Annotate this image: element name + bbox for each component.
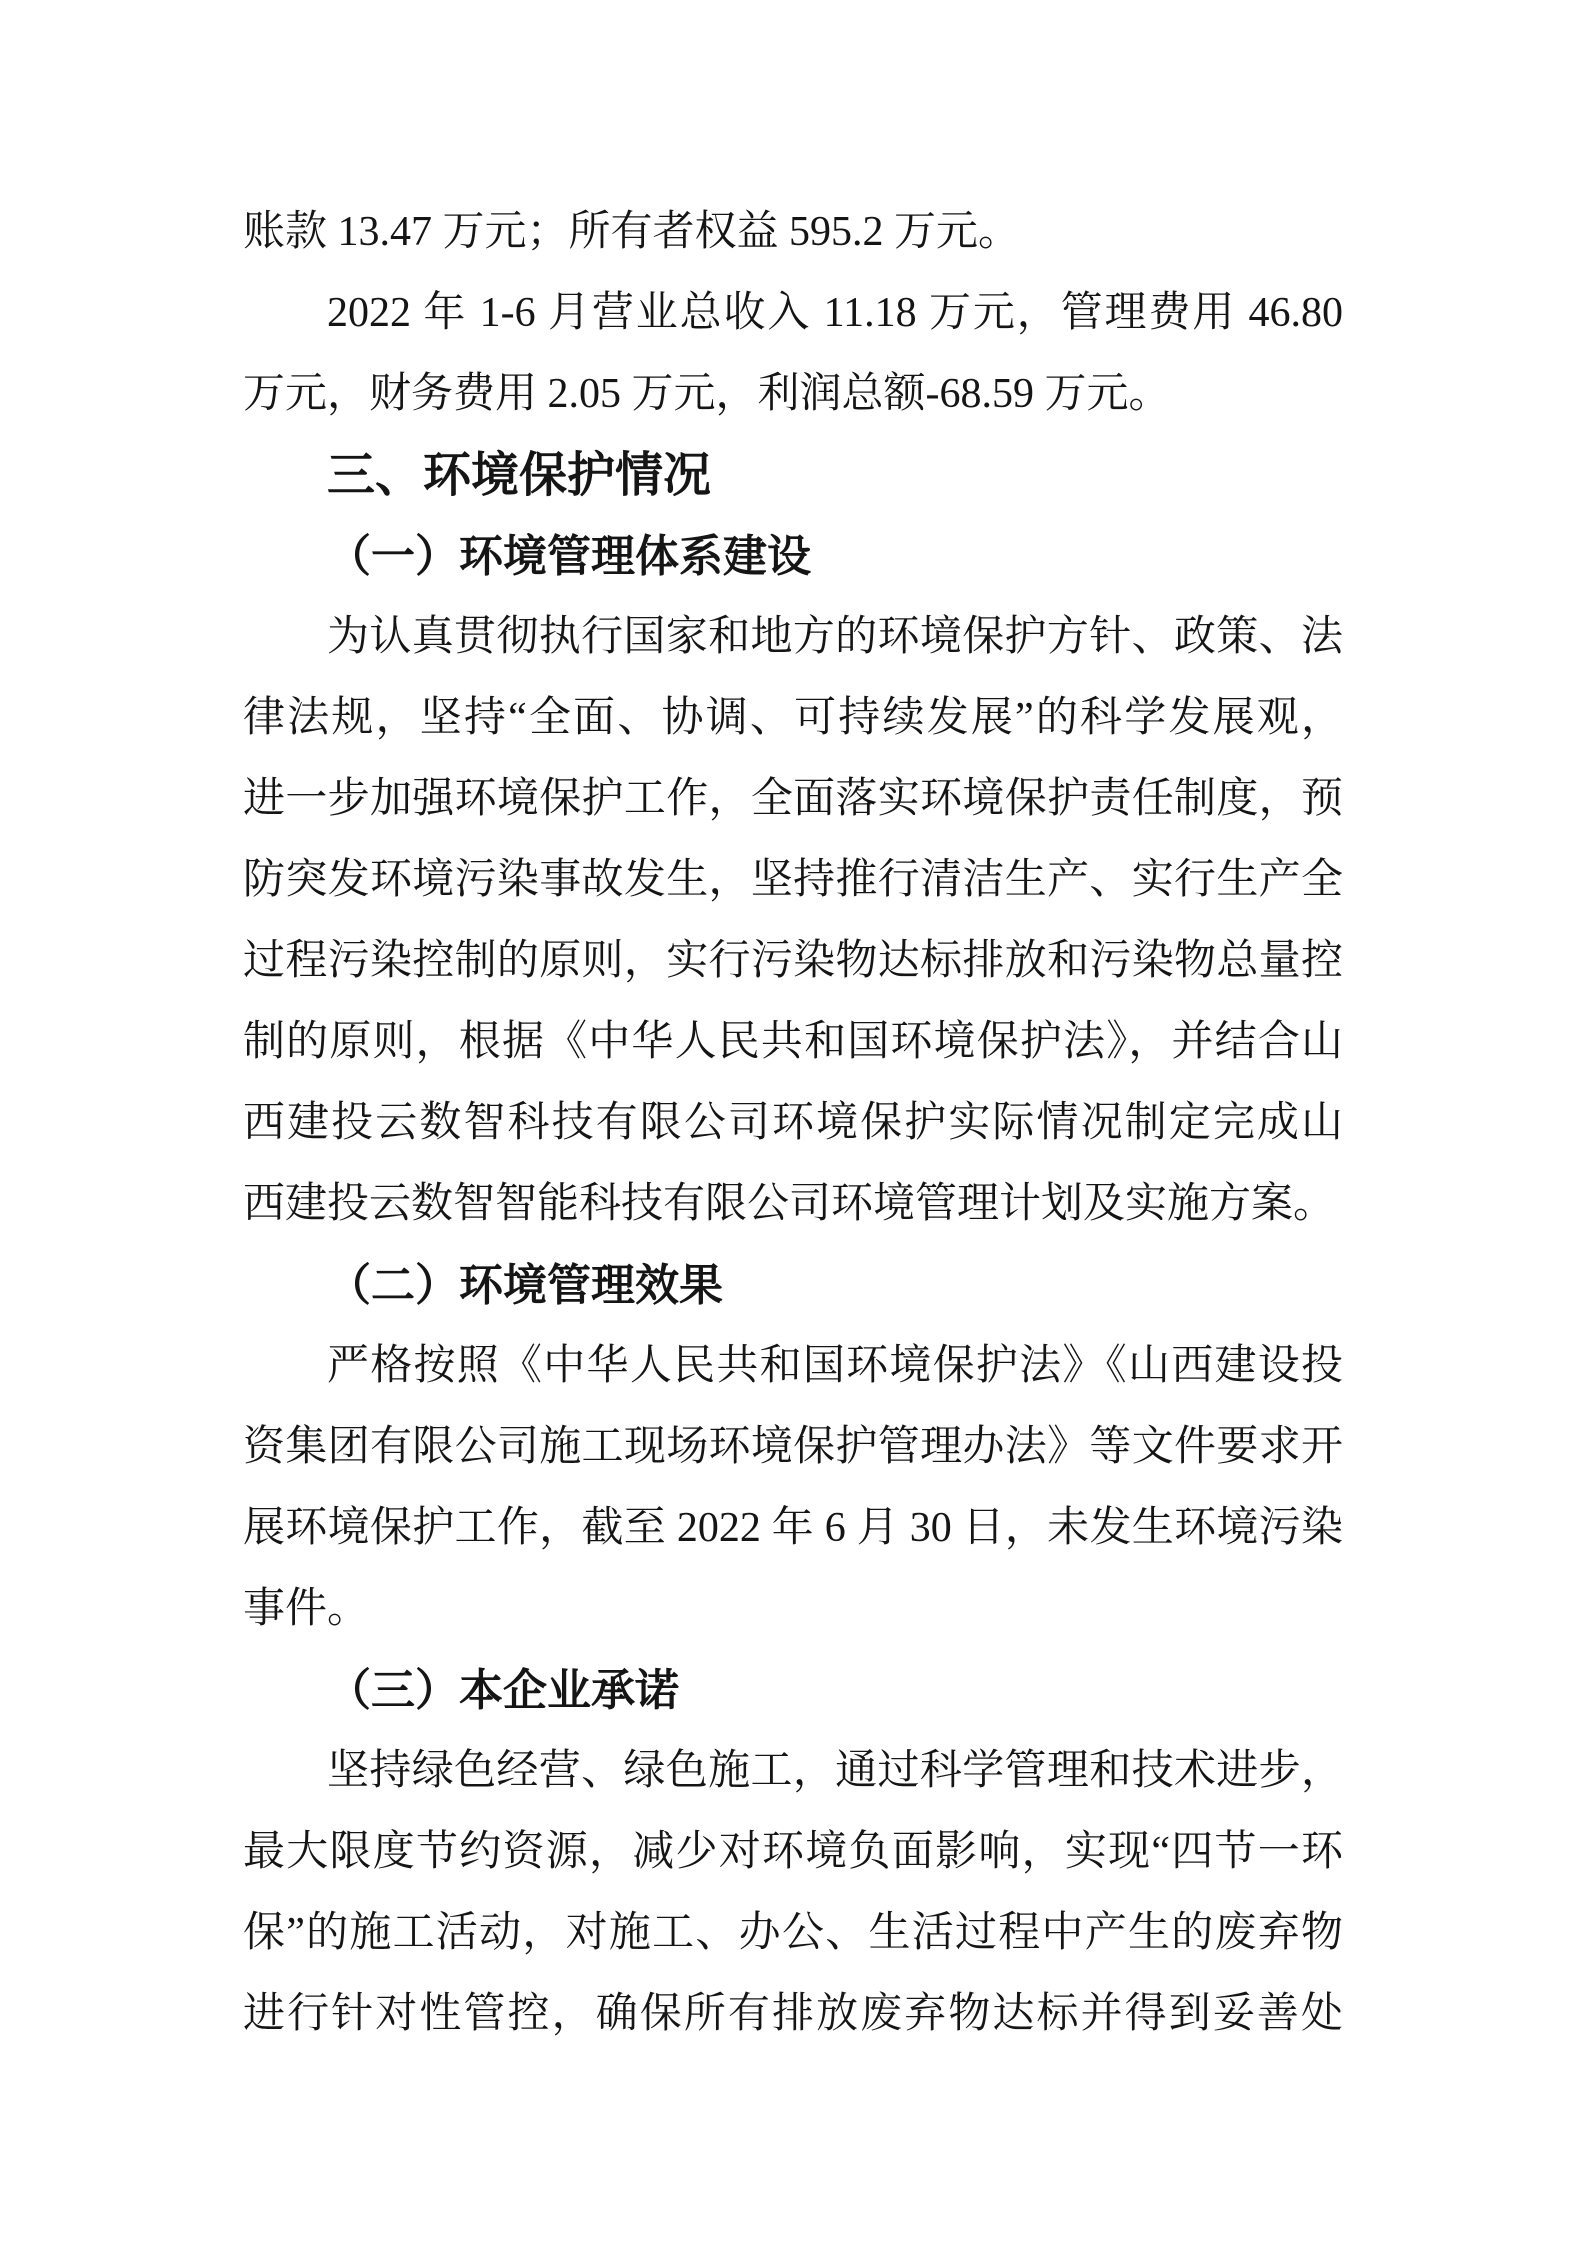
body-line: 最大限度节约资源，减少对环境负面影响，实现“四节一环 [243,1829,1343,1875]
heading-line: （二）环境管理效果 [327,1261,723,1310]
body-line: 为认真贯彻执行国家和地方的环境保护方针、政策、法 [327,614,1343,660]
body-line: 展环境保护工作，截至 2022 年 6 月 30 日，未发生环境污染 [243,1505,1343,1551]
heading-line: （三）本企业承诺 [327,1666,679,1715]
body-line: 资集团有限公司施工现场环境保护管理办法》等文件要求开 [243,1424,1343,1470]
body-line: 事件。 [243,1586,370,1632]
body-line: 律法规，坚持“全面、协调、可持续发展”的科学发展观， [243,695,1343,741]
body-line: 账款 13.47 万元；所有者权益 595.2 万元。 [243,209,1021,255]
heading-line: （一）环境管理体系建设 [327,532,811,581]
body-line: 万元，财务费用 2.05 万元，利润总额-68.59 万元。 [243,371,1171,417]
heading-line: 三、环境保护情况 [327,449,712,502]
body-line: 严格按照《中华人民共和国环境保护法》《山西建设投 [327,1343,1343,1389]
body-line: 进行针对性管控，确保所有排放废弃物达标并得到妥善处 [243,1991,1343,2037]
body-line: 保”的施工活动，对施工、办公、生活过程中产生的废弃物 [243,1910,1343,1956]
body-line: 防突发环境污染事故发生，坚持推行清洁生产、实行生产全 [243,857,1343,903]
body-line: 过程污染控制的原则，实行污染物达标排放和污染物总量控 [243,938,1343,984]
body-line: 制的原则，根据《中华人民共和国环境保护法》，并结合山 [243,1019,1343,1065]
document-body [243,192,1343,2055]
body-line: 坚持绿色经营、绿色施工，通过科学管理和技术进步， [327,1748,1343,1794]
body-line: 进一步加强环境保护工作，全面落实环境保护责任制度，预 [243,776,1343,822]
body-line: 西建投云数智科技有限公司环境保护实际情况制定完成山 [243,1100,1343,1146]
body-line: 西建投云数智智能科技有限公司环境管理计划及实施方案。 [243,1181,1336,1227]
body-line: 2022 年 1-6 月营业总收入 11.18 万元，管理费用 46.80 [327,290,1343,336]
